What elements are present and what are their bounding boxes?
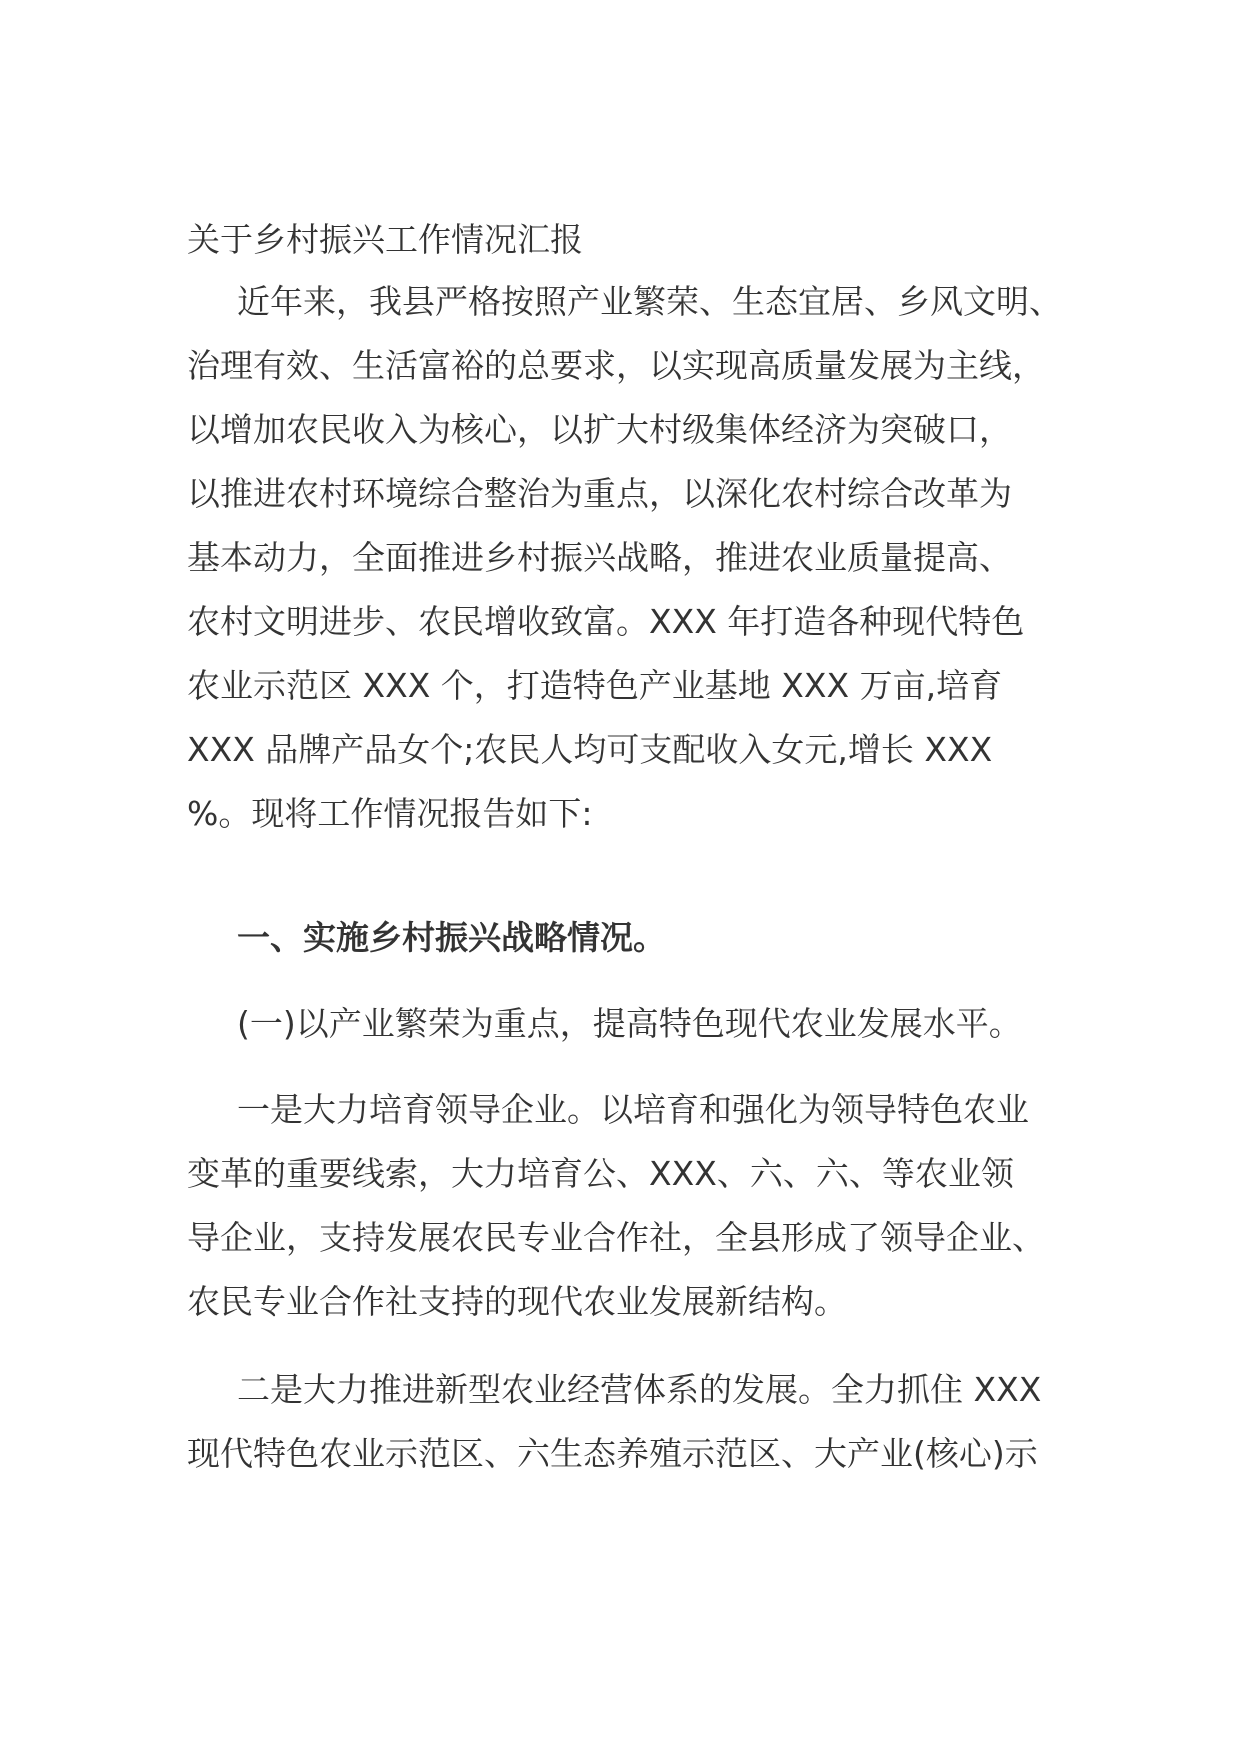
paragraph-line: 一是大力培育领导企业。以培育和强化为领导特色农业 xyxy=(237,1090,1029,1129)
paragraph-line: 农村文明进步、农民增收致富。XXX 年打造各种现代特色 xyxy=(187,602,1025,641)
subsection-heading xyxy=(187,992,1022,1056)
body-paragraph-1 xyxy=(187,1078,1045,1334)
paragraph-line: %。现将工作情况报告如下: xyxy=(187,794,593,833)
paragraph-line: 农民专业合作社支持的现代农业发展新结构。 xyxy=(187,1282,847,1321)
paragraph-line: 以推进农村环境综合整治为重点，以深化农村综合改革为 xyxy=(187,474,1012,513)
paragraph-line: 以增加农民收入为核心，以扩大村级集体经济为突破口， xyxy=(187,410,1012,449)
document-title: 关于乡村振兴工作情况汇报 xyxy=(187,220,583,259)
paragraph-line: 变革的重要线索，大力培育公、XXX、六、六、等农业领 xyxy=(187,1154,1014,1193)
paragraph-line: 现代特色农业示范区、六生态养殖示范区、大产业(核心)示 xyxy=(187,1434,1038,1473)
paragraph-line: XXX 品牌产品女个;农民人均可支配收入女元,增长 XXX xyxy=(187,730,993,769)
paragraph-line: 治理有效、生活富裕的总要求，以实现高质量发展为主线， xyxy=(187,346,1045,385)
intro-paragraph xyxy=(187,270,1062,846)
paragraph-line: 近年来，我县严格按照产业繁荣、生态宜居、乡风文明、 xyxy=(237,282,1062,321)
paragraph-line: 二是大力推进新型农业经营体系的发展。全力抓住 XXX xyxy=(237,1370,1042,1409)
paragraph-line: 农业示范区 XXX 个，打造特色产业基地 XXX 万亩,培育 xyxy=(187,666,1003,705)
section-heading-text: 一、实施乡村振兴战略情况。 xyxy=(237,918,666,957)
paragraph-line: 导企业，支持发展农民专业合作社，全县形成了领导企业、 xyxy=(187,1218,1045,1257)
body-paragraph-2 xyxy=(187,1358,1041,1486)
subsection-heading-text: (一)以产业繁荣为重点，提高特色现代农业发展水平。 xyxy=(237,1004,1022,1043)
paragraph-line: 基本动力，全面推进乡村振兴战略，推进农业质量提高、 xyxy=(187,538,1012,577)
section-heading xyxy=(187,906,666,970)
